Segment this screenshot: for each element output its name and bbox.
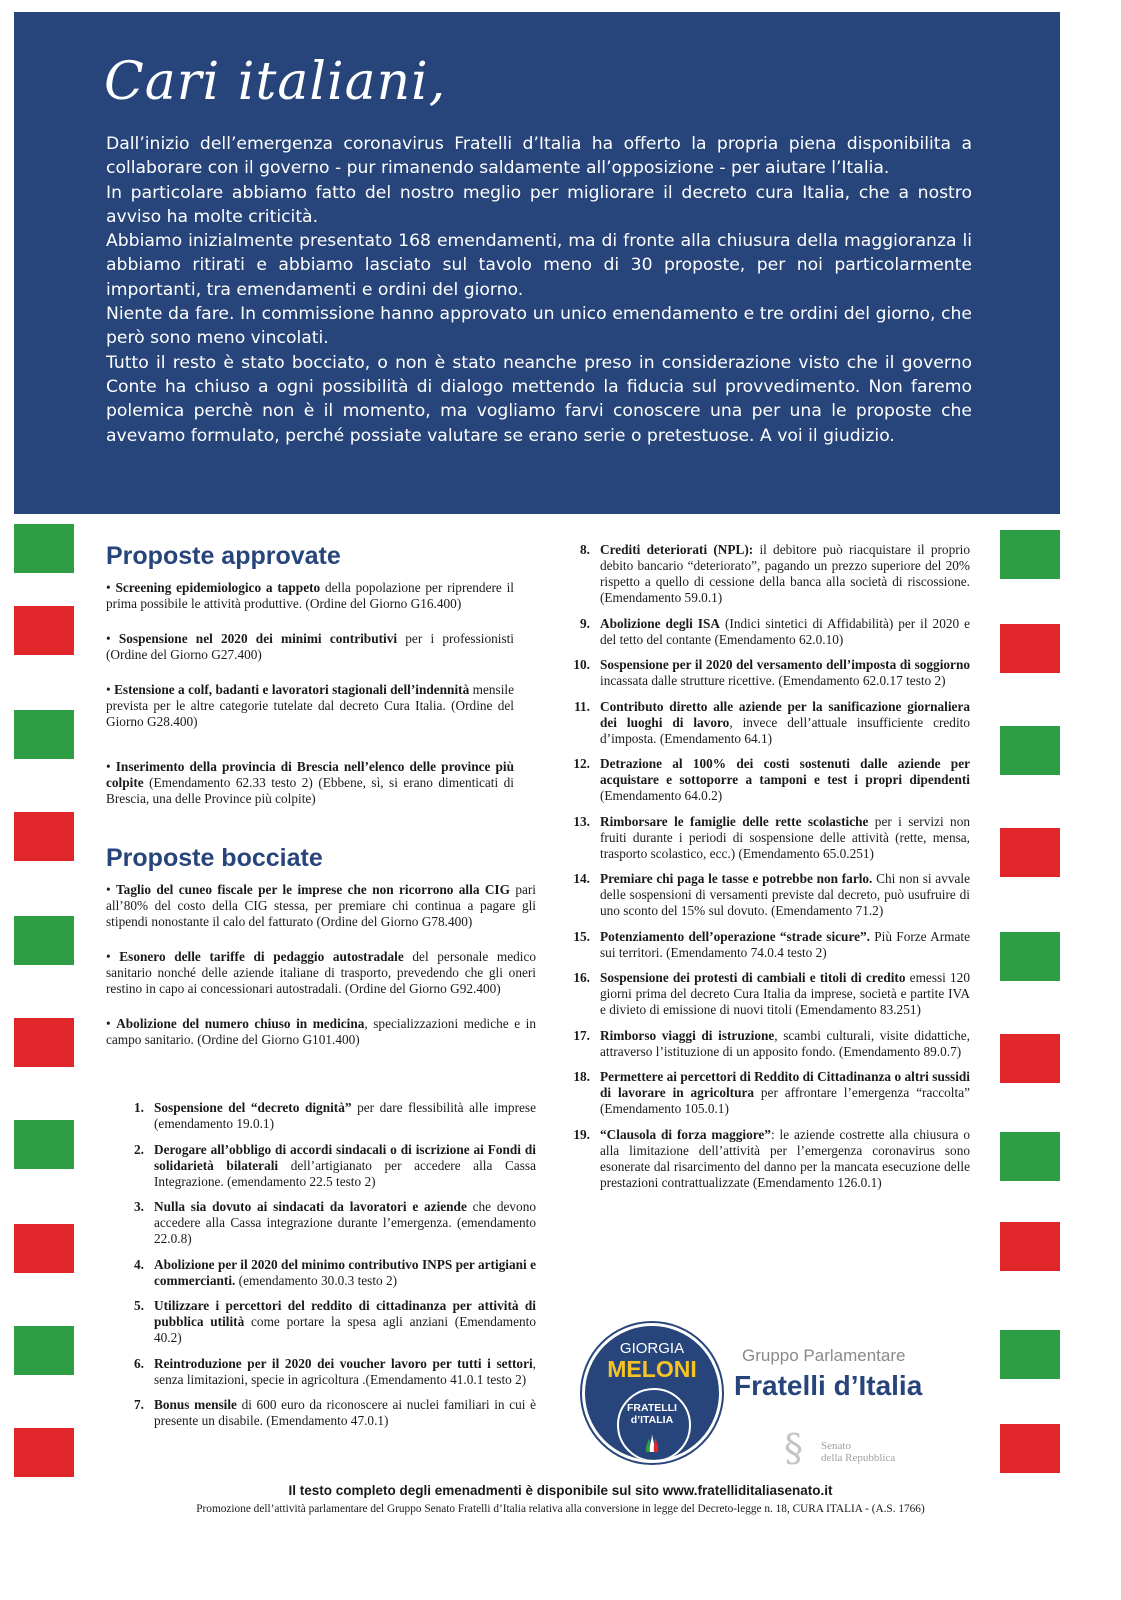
senato-emblem-icon: § [784, 1426, 803, 1470]
flag-stripe-red [1000, 828, 1060, 877]
flag-stripe-green [14, 710, 74, 759]
numbered-item: 19. “Clausola di forza maggiore”: le aziende costrette alla chiusura o alla limitazione dell’attività per l’emergenza coronavirus sono esonerate dal risarcimento del danno per la mancata esecuzione delle prestazioni contrattualizzate (Emendamento 126.0.1) [573, 1126, 970, 1190]
intro-paragraph: Abbiamo inizialmente presentato 168 emendamenti, ma di fronte alla chiusura della maggioranza li abbiamo ritirati e abbiamo lasciato sul tavolo meno di 30 proposte, per noi particolarmente importanti, tra emendamenti e ordini del giorno. [106, 231, 972, 300]
flag-stripe-red [1000, 1034, 1060, 1083]
rejected-bullet: • Esonero delle tariffe di pedaggio autostradale del personale medico sanitario nonché delle aziende italiane di trasporto, prevedendo che gli oneri restino in capo ai concessionari autostradali. (Ordine del Giorno G92.400) [106, 949, 536, 996]
flag-stripe-green [1000, 1132, 1060, 1181]
approved-item: • Screening epidemiologico a tappeto della popolazione per riprendere il prima possibile le attività produttive. (Ordine del Giorno G16.400) [106, 580, 514, 611]
numbered-item: 16. Sospensione dei protesti di cambiali e titoli di credito emessi 120 giorni prima del decreto Cura Italia da imprese, società e partite IVA e divieto di emissione di nuovi titoli (Emendamento 83.251) [573, 970, 970, 1017]
logo-name-first: GIORGIA [619, 1340, 685, 1357]
numbered-item: 14. Premiare chi paga le tasse e potrebbe non farlo. Chi non si avvale delle sospensioni di versamenti previste dal decreto, può usufruire di uno sconto del 15% sul dovuto. (Emendamento 71.2) [573, 871, 970, 918]
promotion-note: Promozione dell’attività parlamentare del Gruppo Senato Fratelli d’Italia relativa alla conversione in legge del Decreto-legge n. 18, CURA ITALIA - (A.S. 1766) [196, 1503, 925, 1515]
approved-item: • Inserimento della provincia di Brescia nell’elenco delle province più colpite (Emendamento 62.33 testo 2) (Ebbene, sì, si erano dimenticati di Brescia, una delle Province più colpite) [106, 759, 514, 806]
numbered-item: 11. Contributo diretto alle aziende per la sanificazione giornaliera dei luoghi di lavoro, invece dell’attuale insufficiente credito d’imposta. (Emendamento 64.1) [574, 698, 970, 746]
numbered-item: 2. Derogare all’obbligo di accordi sindacali o di iscrizione ai Fondi di solidarietà bilaterali dell’artigianato per accedere alla Cassa Integrazione. (emendamento 22.5 testo 2) [134, 1141, 536, 1189]
flag-stripe-red [14, 606, 74, 655]
rejected-numbered-list-left [106, 1100, 536, 1439]
numbered-item: 7. Bonus mensile di 600 euro da riconoscere ai nuclei familiari in cui è presente un disabile. (Emendamento 47.0.1) [134, 1397, 536, 1428]
approved-item: • Sospensione nel 2020 dei minimi contributivi per i professionisti (Ordine del Giorno G27.400) [106, 631, 515, 662]
flag-stripe-green [14, 524, 74, 573]
flag-stripe-red [14, 1018, 74, 1067]
rejected-bullets [106, 882, 536, 1067]
numbered-item: 12. Detrazione al 100% dei costi sostenuti dalle aziende per acquistare e sottoporre a tamponi e test i propri dipendenti (Emendamento 64.0.2) [573, 756, 970, 803]
numbered-item: 3. Nulla sia dovuto ai sindacati da lavoratori e aziende che devono accedere alla Cassa integrazione durante l’emergenza. (emendamento 22.0.8) [134, 1199, 536, 1246]
rejected-bullet: • Taglio del cuneo fiscale per le imprese che non ricorrono alla CIG pari all’80% del costo della CIG stessa, per premiare chi continua a pagare gli stipendi nonostante il calo del fatturato (Ordine del Giorno G78.400) [106, 882, 536, 929]
numbered-item: 4. Abolizione per il 2020 del minimo contributivo INPS per artigiani e commercianti. (emendamento 30.0.3 testo 2) [134, 1256, 536, 1288]
numbered-item: 17. Rimborso viaggi di istruzione, scambi culturali, visite didattiche, attraverso l’istituzione di un apposito fondo. (Emendamento 89.0.7) [573, 1027, 970, 1059]
intro-paragraph: In particolare abbiamo fatto del nostro meglio per migliorare il decreto cura Italia, che a nostro avviso ha molte criticità. [106, 182, 972, 227]
numbered-item: 10. Sospensione per il 2020 del versamento dell’imposta di soggiorno incassata dalle strutture ricettive. (Emendamento 62.0.17 testo 2) [573, 657, 970, 688]
intro-paragraph: Niente da fare. In commissione hanno approvato un unico emendamento e tre ordini del giorno, che però sono meno vincolati. [106, 304, 972, 349]
tricolor-flame-icon [644, 1434, 660, 1452]
numbered-item: 9. Abolizione degli ISA (Indici sintetici di Affidabilità) per il 2020 e del tetto del contante (Emendamento 62.0.10) [580, 615, 971, 647]
senato-logo [784, 1428, 904, 1468]
intro-text [106, 132, 972, 448]
numbered-item: 5. Utilizzare i percettori del reddito di cittadinanza per attività di pubblica utilità come portare la spesa agli anziani (Emendamento 40.2) [134, 1298, 536, 1345]
approved-item: • Estensione a colf, badanti e lavoratori stagionali dell’indennità mensile prevista per le altre categorie tutelate dal decreto Cura Italia. (Ordine del Giorno G28.400) [106, 682, 514, 729]
group-name: Fratelli d’Italia [734, 1370, 923, 1401]
website-note: Il testo completo degli emenadmenti è disponibile sul sito www.fratelliditaliasenato.it [288, 1483, 833, 1498]
flag-stripe-red [14, 1428, 74, 1477]
flag-stripe-green [1000, 530, 1060, 579]
intro-panel [14, 12, 1060, 514]
logo-name-last: MELONI [607, 1356, 697, 1382]
flag-stripe-green [1000, 726, 1060, 775]
numbered-item: 13. Rimborsare le famiglie delle rette scolastiche per i servizi non fruiti durante i periodi di sospensione delle attività (rette, mensa, trasporto scolastico, ecc.) (Emendamento 65.0.251) [573, 813, 970, 861]
numbered-item: 6. Reintroduzione per il 2020 dei voucher lavoro per tutti i settori, senza limitazioni, specie in agricoltura .(Emendamento 41.0.1 testo 2) [134, 1355, 536, 1387]
senato-text: Senato della Repubblica [821, 1440, 896, 1464]
flag-stripe-red [14, 1224, 74, 1273]
party-logo [582, 1323, 722, 1463]
intro-paragraph: Tutto il resto è stato bocciato, o non è stato neanche preso in considerazione visto che il governo Conte ha chiuso a ogni possibilità di dialogo mettendo la fiducia sul provvedimento. Non faremo polemica perchè non è il momento, ma vogliamo farvi conoscere una per una le proposte che avevamo formulato, perché possiate valutare se erano serie o pretestuose. A voi il giudizio. [106, 352, 972, 446]
flag-stripe-red [1000, 624, 1060, 673]
rejected-title: Proposte bocciate [106, 844, 323, 872]
flag-stripe-green [14, 1326, 74, 1375]
numbered-item: 1. Sospensione del “decreto dignità” per dare flessibilità alle imprese (emendamento 19.0.1) [134, 1100, 536, 1131]
intro-paragraph: Dall’inizio dell’emergenza coronavirus Fratelli d’Italia ha offerto la propria piena disponibilita a collaborare con il governo - pur rimanendo saldamente all’opposizione - per aiutare l’Italia. [106, 134, 972, 179]
flag-stripe-green [14, 1120, 74, 1169]
flag-stripe-red [1000, 1222, 1060, 1271]
greeting-heading: Cari italiani, [104, 52, 447, 112]
approved-title: Proposte approvate [106, 542, 341, 570]
flag-stripe-red [14, 812, 74, 861]
rejected-bullet: • Abolizione del numero chiuso in medicina, specializzazioni mediche e in campo sanitario. (Ordine del Giorno G101.400) [106, 1016, 536, 1047]
logo-party-name: FRATELLI d’ITALIA [627, 1402, 677, 1426]
approved-list [106, 580, 514, 826]
flag-stripe-red [1000, 1424, 1060, 1473]
numbered-item: 18. Permettere ai percettori di Reddito di Cittadinanza o altri sussidi di lavorare in agricoltura per affrontare l’emergenza “raccolta” (Emendamento 105.0.1) [573, 1069, 970, 1116]
rejected-numbered-list-right [552, 542, 970, 1200]
flag-stripe-green [14, 916, 74, 965]
group-subtitle: Gruppo Parlamentare [742, 1346, 906, 1365]
flag-stripe-green [1000, 932, 1060, 981]
numbered-item: 15. Potenziamento dell’operazione “strade sicure”. Più Forze Armate sui territori. (Emendamento 74.0.4 testo 2) [573, 928, 970, 960]
flag-stripe-green [1000, 1330, 1060, 1379]
numbered-item: 8. Crediti deteriorati (NPL): il debitore può riacquistare il proprio debito bancario “deteriorato”, pagando un prezzo superiore del 20% rispetto a quello di cessione della banca alla società di riscossione. (Emendamento 59.0.1) [580, 542, 970, 605]
